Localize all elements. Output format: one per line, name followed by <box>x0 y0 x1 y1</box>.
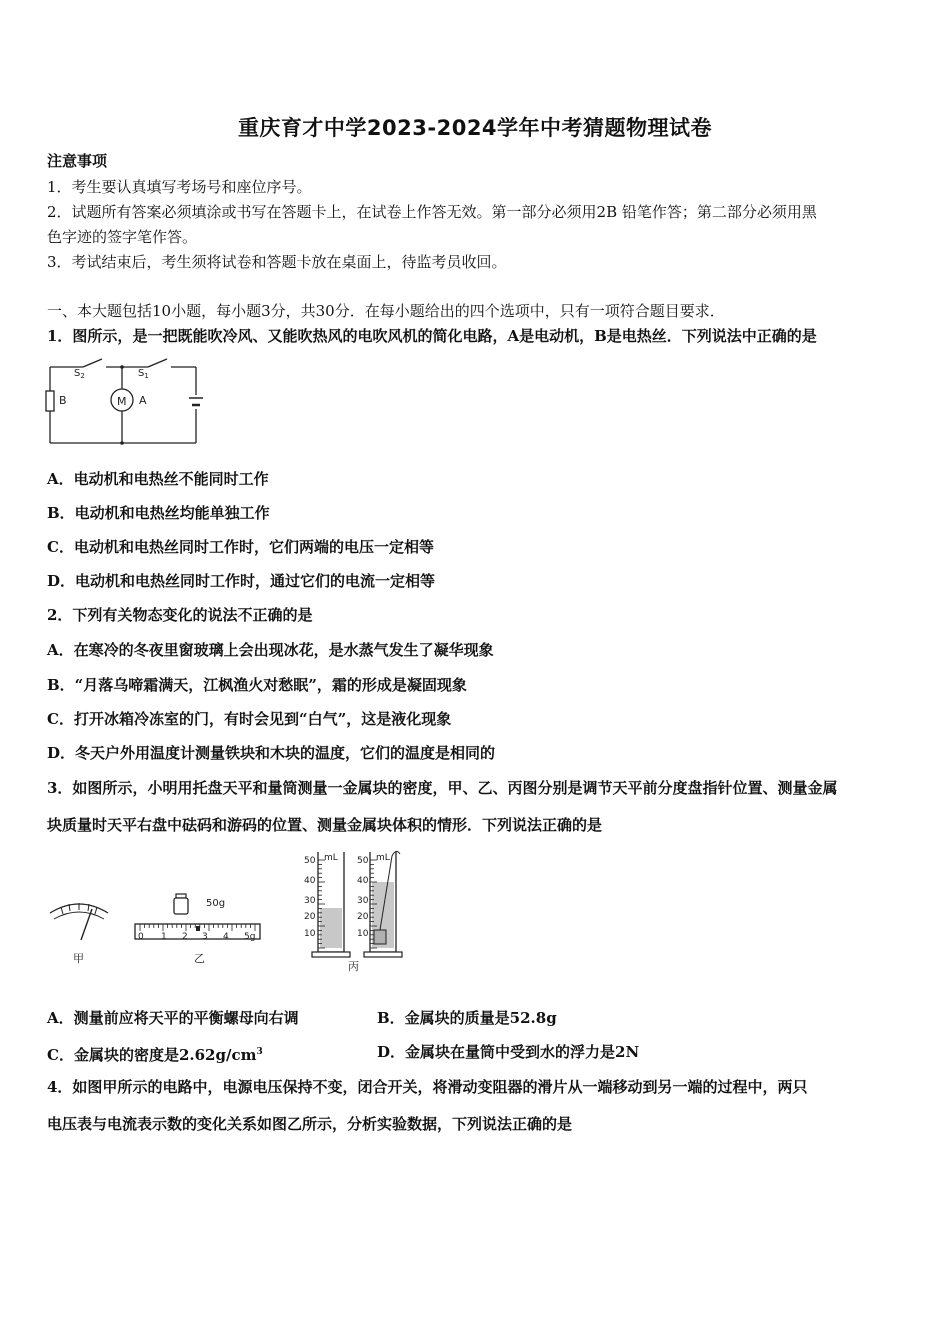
figure-bing-label: 丙 <box>348 960 359 973</box>
q4-stem-line1: 4．如图甲所示的电路中，电源电压保持不变，闭合开关，将滑动变阻器的滑片从一端移动到另一端的过程中，两只 <box>47 1078 808 1096</box>
figure-jia-label: 甲 <box>73 952 84 965</box>
balance-scale-figure <box>130 888 265 968</box>
scale-tick-0: 0 <box>138 932 144 942</box>
q3-option-c-sup: 3 <box>256 1047 263 1057</box>
resistor-b-label: B <box>59 394 67 407</box>
q2-option-b: B．“月落乌啼霜满天，江枫渔火对愁眠”，霜的形成是凝固现象 <box>47 676 467 694</box>
q1-option-b: B．电动机和电热丝均能单独工作 <box>47 504 270 522</box>
q2-option-a: A．在寒冷的冬夜里窗玻璃上会出现冰花，是水蒸气发生了凝华现象 <box>47 641 494 659</box>
weight-icon <box>174 898 188 914</box>
figure-yi-label: 乙 <box>194 952 205 965</box>
switch-s2-sub: 2 <box>80 372 85 380</box>
cyl2-tick-30: 30 <box>357 896 369 906</box>
section-intro: 一、本大题包括10小题，每小题3分，共30分．在每小题给出的四个选项中，只有一项符合题目要求． <box>47 302 725 320</box>
cyl1-tick-50: 50 <box>304 856 316 866</box>
page-title: 重庆育才中学2023-2024学年中考猜题物理试卷 <box>237 116 713 140</box>
svg-text:S2 <box>74 368 85 380</box>
notice-heading: 注意事项 <box>47 152 108 170</box>
q3-stem-line2: 块质量时天平右盘中砝码和游码的位置、测量金属块体积的情形．下列说法正确的是 <box>47 816 603 834</box>
q1-option-d: D．电动机和电热丝同时工作时，通过它们的电流一定相等 <box>47 572 436 590</box>
scale-tick-5: 5g <box>244 932 256 942</box>
resistor-b <box>46 391 54 411</box>
metal-block <box>374 930 386 944</box>
q3-option-c: C．金属块的密度是2.62g/cm <box>47 1046 257 1064</box>
q2-stem: 2．下列有关物态变化的说法不正确的是 <box>47 606 313 624</box>
q1-option-a: A．电动机和电热丝不能同时工作 <box>47 470 269 488</box>
q4-stem-line2: 电压表与电流表示数的变化关系如图乙所示，分析实验数据，下列说法正确的是 <box>47 1115 573 1133</box>
cylinder-2 <box>364 851 402 957</box>
cyl2-tick-40: 40 <box>357 876 369 886</box>
q3-option-d: D．金属块在量筒中受到水的浮力是2N <box>377 1043 640 1061</box>
balance-dial-figure <box>44 895 114 967</box>
cyl2-tick-20: 20 <box>357 912 369 922</box>
q3-option-c-wrap <box>47 1042 263 1065</box>
cyl1-tick-30: 30 <box>304 896 316 906</box>
q2-option-d: D．冬天户外用温度计测量铁块和木块的温度，它们的温度是相同的 <box>47 744 496 762</box>
q3-option-a: A．测量前应将天平的平衡螺母向右调 <box>47 1009 299 1027</box>
weight-label: 50g <box>206 898 226 909</box>
cyl1-tick-40: 40 <box>304 876 316 886</box>
cyl2-unit: mL <box>376 853 390 863</box>
switch-s1-label: S <box>138 368 145 379</box>
cyl1-unit: mL <box>324 853 338 863</box>
notice-item-2: 2．试题所有答案必须填涂或书写在答题卡上，在试卷上作答无效。第一部分必须用2B 铅笔作答；第二部分必须用黑 <box>47 203 817 221</box>
graduated-cylinders-figure <box>300 846 410 974</box>
switch-s1-sub: 1 <box>144 372 149 380</box>
q1-circuit-figure <box>40 355 210 450</box>
cylinder-1 <box>312 852 350 957</box>
notice-item-3: 3．考试结束后，考生须将试卷和答题卡放在桌面上，待监考员收回。 <box>47 253 507 271</box>
scale-tick-4: 4 <box>223 932 229 942</box>
switch-s2-label: S <box>74 368 81 379</box>
scale-tick-2: 2 <box>182 932 188 942</box>
rider <box>196 926 200 931</box>
cyl1-tick-10: 10 <box>304 929 316 939</box>
motor-m-label: M <box>117 395 127 408</box>
notice-item-2-cont: 色字迹的签字笔作答。 <box>47 228 198 246</box>
q3-option-b: B．金属块的质量是52.8g <box>377 1009 557 1027</box>
svg-text:S1 <box>138 368 149 380</box>
notice-item-1: 1．考生要认真填写考场号和座位序号。 <box>47 178 312 196</box>
scale-tick-1: 1 <box>161 932 167 942</box>
motor-a-label: A <box>139 394 147 407</box>
cyl2-tick-10: 10 <box>357 929 369 939</box>
balance-pointer <box>81 909 92 940</box>
q2-option-c: C．打开冰箱冷冻室的门，有时会见到“白气”，这是液化现象 <box>47 710 452 728</box>
q1-stem: 1．图所示，是一把既能吹冷风、又能吹热风的电吹风机的简化电路，A是电动机，B是电热丝．下列说法中正确的是 <box>47 327 817 345</box>
cyl2-tick-50: 50 <box>357 856 369 866</box>
scale-tick-3: 3 <box>202 932 208 942</box>
q3-stem-line1: 3．如图所示，小明用托盘天平和量筒测量一金属块的密度，甲、乙、丙图分别是调节天平前分度盘指针位置、测量金属 <box>47 779 838 797</box>
q1-option-c: C．电动机和电热丝同时工作时，它们两端的电压一定相等 <box>47 538 434 556</box>
cyl1-tick-20: 20 <box>304 912 316 922</box>
